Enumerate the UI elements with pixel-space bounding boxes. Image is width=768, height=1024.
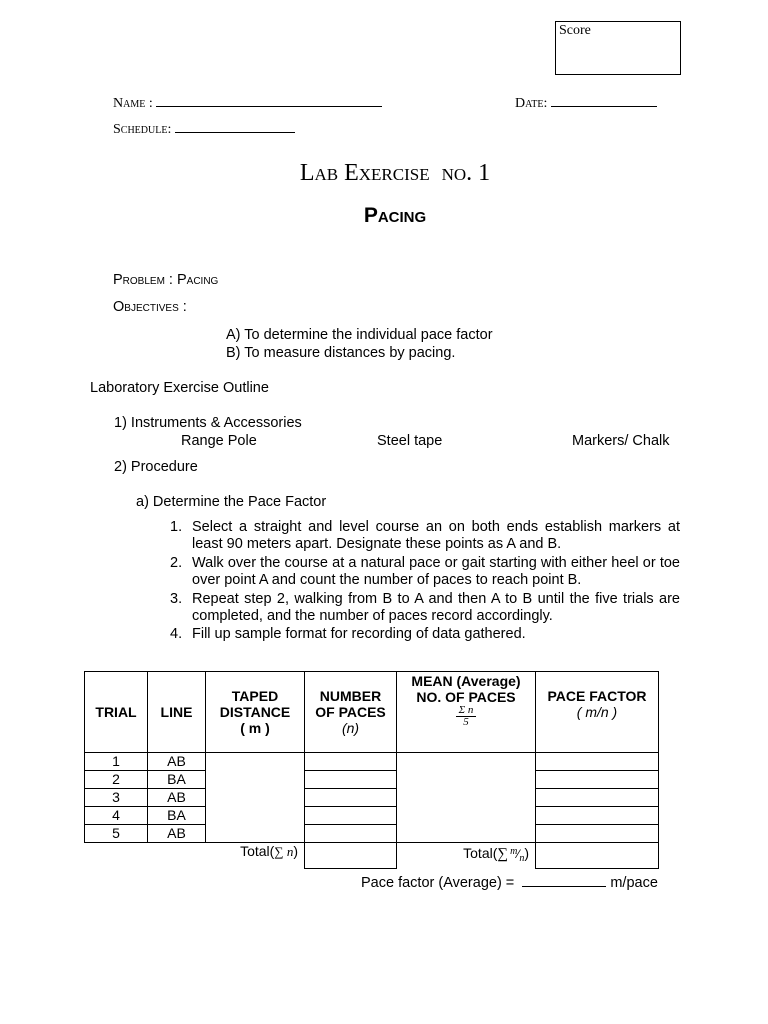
trial-cell: 3	[85, 789, 148, 807]
objectives-label: Objectives :	[113, 299, 187, 315]
page-subtitle: Pacing	[363, 204, 427, 227]
step-text: Repeat step 2, walking from B to A and then A to B until the five trials are completed, and the number of paces record accordingly.	[192, 591, 680, 624]
col-number-of-paces: NUMBER OF PACES (n)	[305, 672, 397, 753]
trial-cell: 5	[85, 825, 148, 843]
table-total-row	[85, 843, 659, 869]
page-title: Lab Exercise no. 1	[299, 160, 491, 186]
paces-cell[interactable]	[305, 789, 397, 807]
pace-data-table	[84, 671, 659, 869]
procedure-subheading: a) Determine the Pace Factor	[136, 494, 327, 510]
date-blank[interactable]	[551, 94, 657, 107]
name-field[interactable]	[113, 94, 382, 112]
objective-b: B) To measure distances by pacing.	[226, 345, 456, 361]
instrument-item: Markers/ Chalk	[572, 433, 670, 449]
instrument-item: Steel tape	[377, 433, 443, 449]
step-number: 4.	[170, 626, 183, 642]
total-mn-cell[interactable]	[536, 843, 659, 869]
date-field[interactable]	[515, 94, 657, 112]
line-cell: AB	[148, 753, 206, 771]
col-pace-factor: PACE FACTOR ( m/n )	[536, 672, 659, 753]
total-n-cell[interactable]	[305, 843, 397, 869]
step-number: 3.	[170, 591, 183, 607]
instruments-heading: 1) Instruments & Accessories	[114, 415, 302, 431]
table-row	[85, 807, 659, 825]
col-taped-distance: TAPED DISTANCE ( m )	[206, 672, 305, 753]
paces-cell[interactable]	[305, 771, 397, 789]
paces-cell[interactable]	[305, 753, 397, 771]
table-row	[85, 789, 659, 807]
pace-factor-line	[361, 874, 658, 891]
total-n-label: Total(∑ n)	[240, 843, 298, 859]
instrument-item: Range Pole	[181, 433, 257, 449]
objective-a: A) To determine the individual pace factor	[226, 327, 493, 343]
problem-line: Problem : Pacing	[113, 272, 219, 288]
table-row	[85, 825, 659, 843]
step-text: Walk over the course at a natural pace or gait starting with either heel or toe over point A and count the number of paces to reach point B.	[192, 555, 680, 588]
col-trial: TRIAL	[85, 672, 148, 753]
total-mn-label: Total(∑ $^m⁄_n$)	[463, 845, 529, 864]
col-mean-paces: MEAN (Average) NO. OF PACES $\frac{\text{Σ n}}{5}$	[397, 672, 536, 753]
step-number: 2.	[170, 555, 183, 571]
taped-distance-cell[interactable]	[206, 753, 305, 843]
table-row	[85, 771, 659, 789]
mean-formula: $\frac{\text{Σ n}}{5}$	[456, 705, 477, 728]
pace-factor-cell[interactable]	[536, 789, 659, 807]
name-label: Name :	[113, 96, 153, 111]
name-blank[interactable]	[156, 94, 382, 107]
step-text: Fill up sample format for recording of data gathered.	[192, 626, 526, 642]
pace-factor-blank[interactable]	[522, 874, 606, 887]
line-cell: BA	[148, 807, 206, 825]
line-cell: AB	[148, 789, 206, 807]
score-box[interactable]	[555, 21, 681, 75]
pace-factor-unit: m/pace	[610, 875, 658, 891]
table-row	[85, 753, 659, 771]
trial-cell: 2	[85, 771, 148, 789]
date-label: Date:	[515, 96, 548, 111]
col-line: LINE	[148, 672, 206, 753]
pace-factor-cell[interactable]	[536, 807, 659, 825]
line-cell: AB	[148, 825, 206, 843]
trial-cell: 4	[85, 807, 148, 825]
paces-cell[interactable]	[305, 825, 397, 843]
outline-title: Laboratory Exercise Outline	[90, 380, 269, 396]
line-cell: BA	[148, 771, 206, 789]
schedule-blank[interactable]	[175, 120, 295, 133]
pace-factor-cell[interactable]	[536, 753, 659, 771]
trial-cell: 1	[85, 753, 148, 771]
schedule-label: Schedule:	[113, 122, 172, 137]
table-header-row	[85, 672, 659, 753]
mean-cell[interactable]	[397, 753, 536, 843]
pace-factor-cell[interactable]	[536, 771, 659, 789]
procedure-heading: 2) Procedure	[114, 459, 198, 475]
step-text: Select a straight and level course an on both ends establish markers at least 90 meters apart. Designate these points as A and B.	[192, 519, 680, 552]
schedule-field[interactable]	[113, 120, 295, 138]
pace-factor-label: Pace factor (Average) =	[361, 875, 515, 891]
pace-factor-cell[interactable]	[536, 825, 659, 843]
paces-cell[interactable]	[305, 807, 397, 825]
step-number: 1.	[170, 519, 183, 535]
score-label: Score	[559, 23, 591, 38]
